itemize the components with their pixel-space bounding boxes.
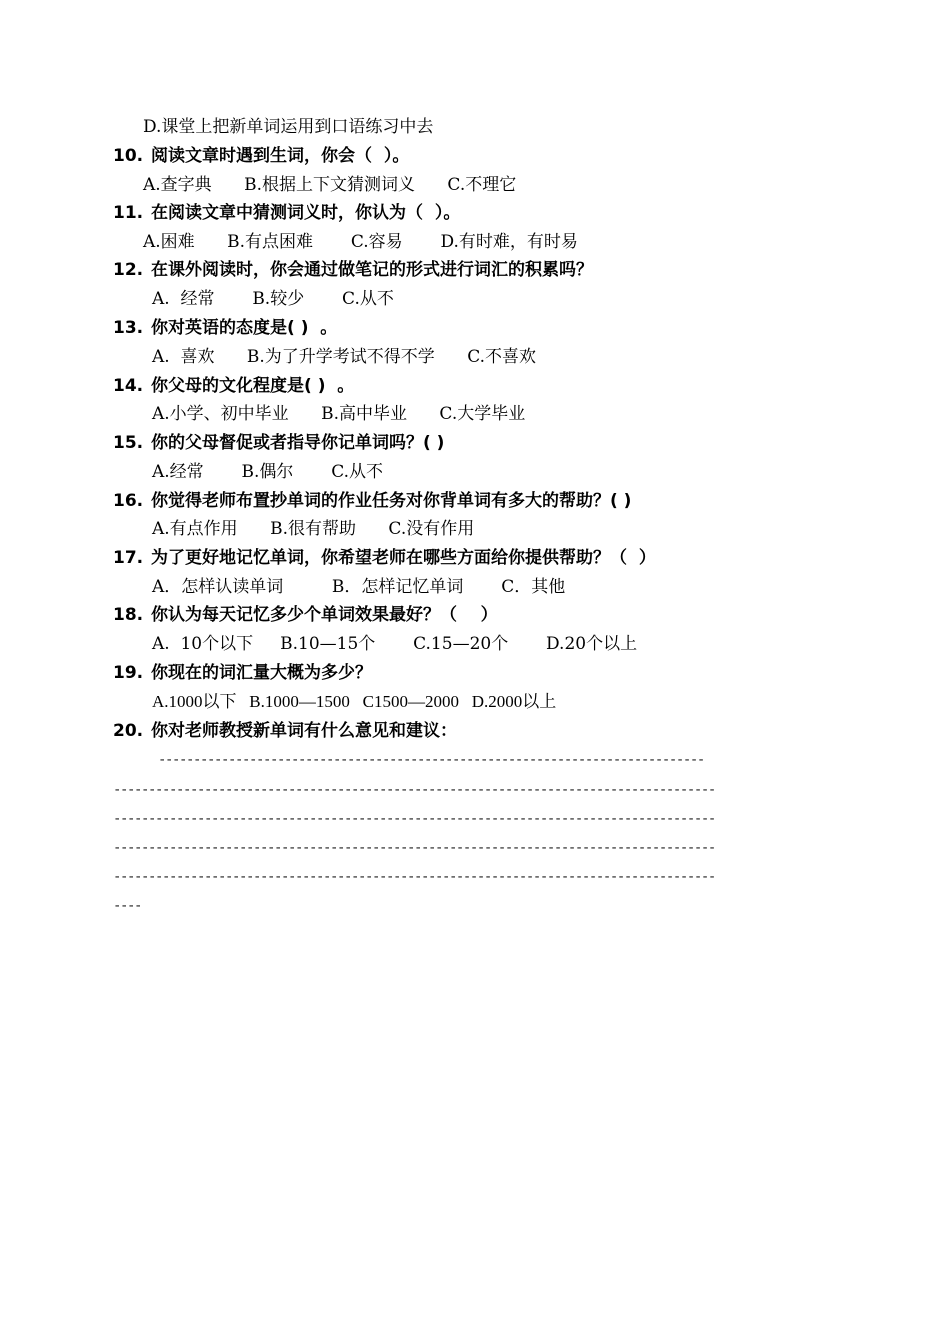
answer-line: -------------------------------------------------------------------------------------- bbox=[113, 840, 715, 856]
question-18 bbox=[113, 605, 498, 625]
question-number: 18. bbox=[113, 605, 144, 625]
answer-line: -------------------------------------------------------------------------------------- bbox=[113, 811, 715, 827]
question-text: 你认为每天记忆多少个单词效果最好？（ ） bbox=[151, 605, 498, 625]
question-text: 在课外阅读时，你会通过做笔记的形式进行词汇的积累吗？ bbox=[151, 260, 593, 280]
question-text: 你觉得老师布置抄单词的作业任务对你背单词有多大的帮助？( ) bbox=[151, 491, 632, 511]
question-18-options: A. 10个以下 B.10—15个 C.15—20个 D.20个以上 bbox=[152, 634, 638, 654]
question-15-options: A.经常 B.偶尔 C.从不 bbox=[152, 462, 384, 482]
question-number: 12. bbox=[113, 260, 144, 280]
question-text: 你对老师教授新单词有什么意见和建议： bbox=[151, 721, 457, 741]
question-text: 在阅读文章中猜测词义时，你认为（ ）。 bbox=[151, 203, 461, 223]
answer-line: ------------------------------------------------------------------------------ bbox=[158, 752, 704, 768]
q9-option-d: D.课堂上把新单词运用到口语练习中去 bbox=[143, 117, 434, 137]
question-11-options: A.困难 B.有点困难 C.容易 D.有时难，有时易 bbox=[143, 232, 578, 252]
question-number: 17. bbox=[113, 548, 144, 568]
question-number: 14. bbox=[113, 376, 144, 396]
question-16 bbox=[113, 491, 631, 511]
question-14-options: A.小学、初中毕业 B.高中毕业 C.大学毕业 bbox=[152, 404, 526, 424]
answer-line: -------------------------------------------------------------------------------------- bbox=[113, 782, 715, 798]
question-number: 10. bbox=[113, 146, 144, 166]
question-14 bbox=[113, 376, 354, 396]
question-20 bbox=[113, 721, 457, 741]
question-12-options: A. 经常 B.较少 C.从不 bbox=[152, 289, 394, 309]
question-number: 11. bbox=[113, 203, 144, 223]
question-12 bbox=[113, 260, 593, 280]
question-text: 为了更好地记忆单词，你希望老师在哪些方面给你提供帮助？（ ） bbox=[151, 548, 656, 568]
question-number: 16. bbox=[113, 491, 144, 511]
question-number: 13. bbox=[113, 318, 144, 338]
question-13-options: A. 喜欢 B.为了升学考试不得不学 C.不喜欢 bbox=[152, 347, 537, 367]
question-text: 你的父母督促或者指导你记单词吗？( ) bbox=[151, 433, 445, 453]
question-text: 你现在的词汇量大概为多少？ bbox=[151, 663, 372, 683]
question-number: 19. bbox=[113, 663, 144, 683]
answer-line: -------------------------------------------------------------------------------------- bbox=[113, 869, 715, 885]
question-19-options: A.1000以下 B.1000—1500 C1500—2000 D.2000以上 bbox=[152, 692, 557, 711]
question-19 bbox=[113, 663, 372, 683]
question-17 bbox=[113, 548, 656, 568]
question-number: 15. bbox=[113, 433, 144, 453]
answer-line: ---- bbox=[113, 898, 141, 914]
question-text: 你父母的文化程度是( ) 。 bbox=[151, 376, 355, 396]
question-16-options: A.有点作用 B.很有帮助 C.没有作用 bbox=[152, 519, 475, 539]
question-15 bbox=[113, 433, 444, 453]
question-11 bbox=[113, 203, 460, 223]
question-text: 阅读文章时遇到生词，你会（ ）。 bbox=[151, 146, 410, 166]
question-10-options: A.查字典 B.根据上下文猜测词义 C.不理它 bbox=[143, 175, 517, 195]
question-10 bbox=[113, 146, 409, 166]
question-number: 20. bbox=[113, 721, 144, 741]
question-13 bbox=[113, 318, 337, 338]
question-17-options: A．怎样认读单词 B．怎样记忆单词 C．其他 bbox=[152, 577, 566, 597]
question-text: 你对英语的态度是( ) 。 bbox=[151, 318, 338, 338]
